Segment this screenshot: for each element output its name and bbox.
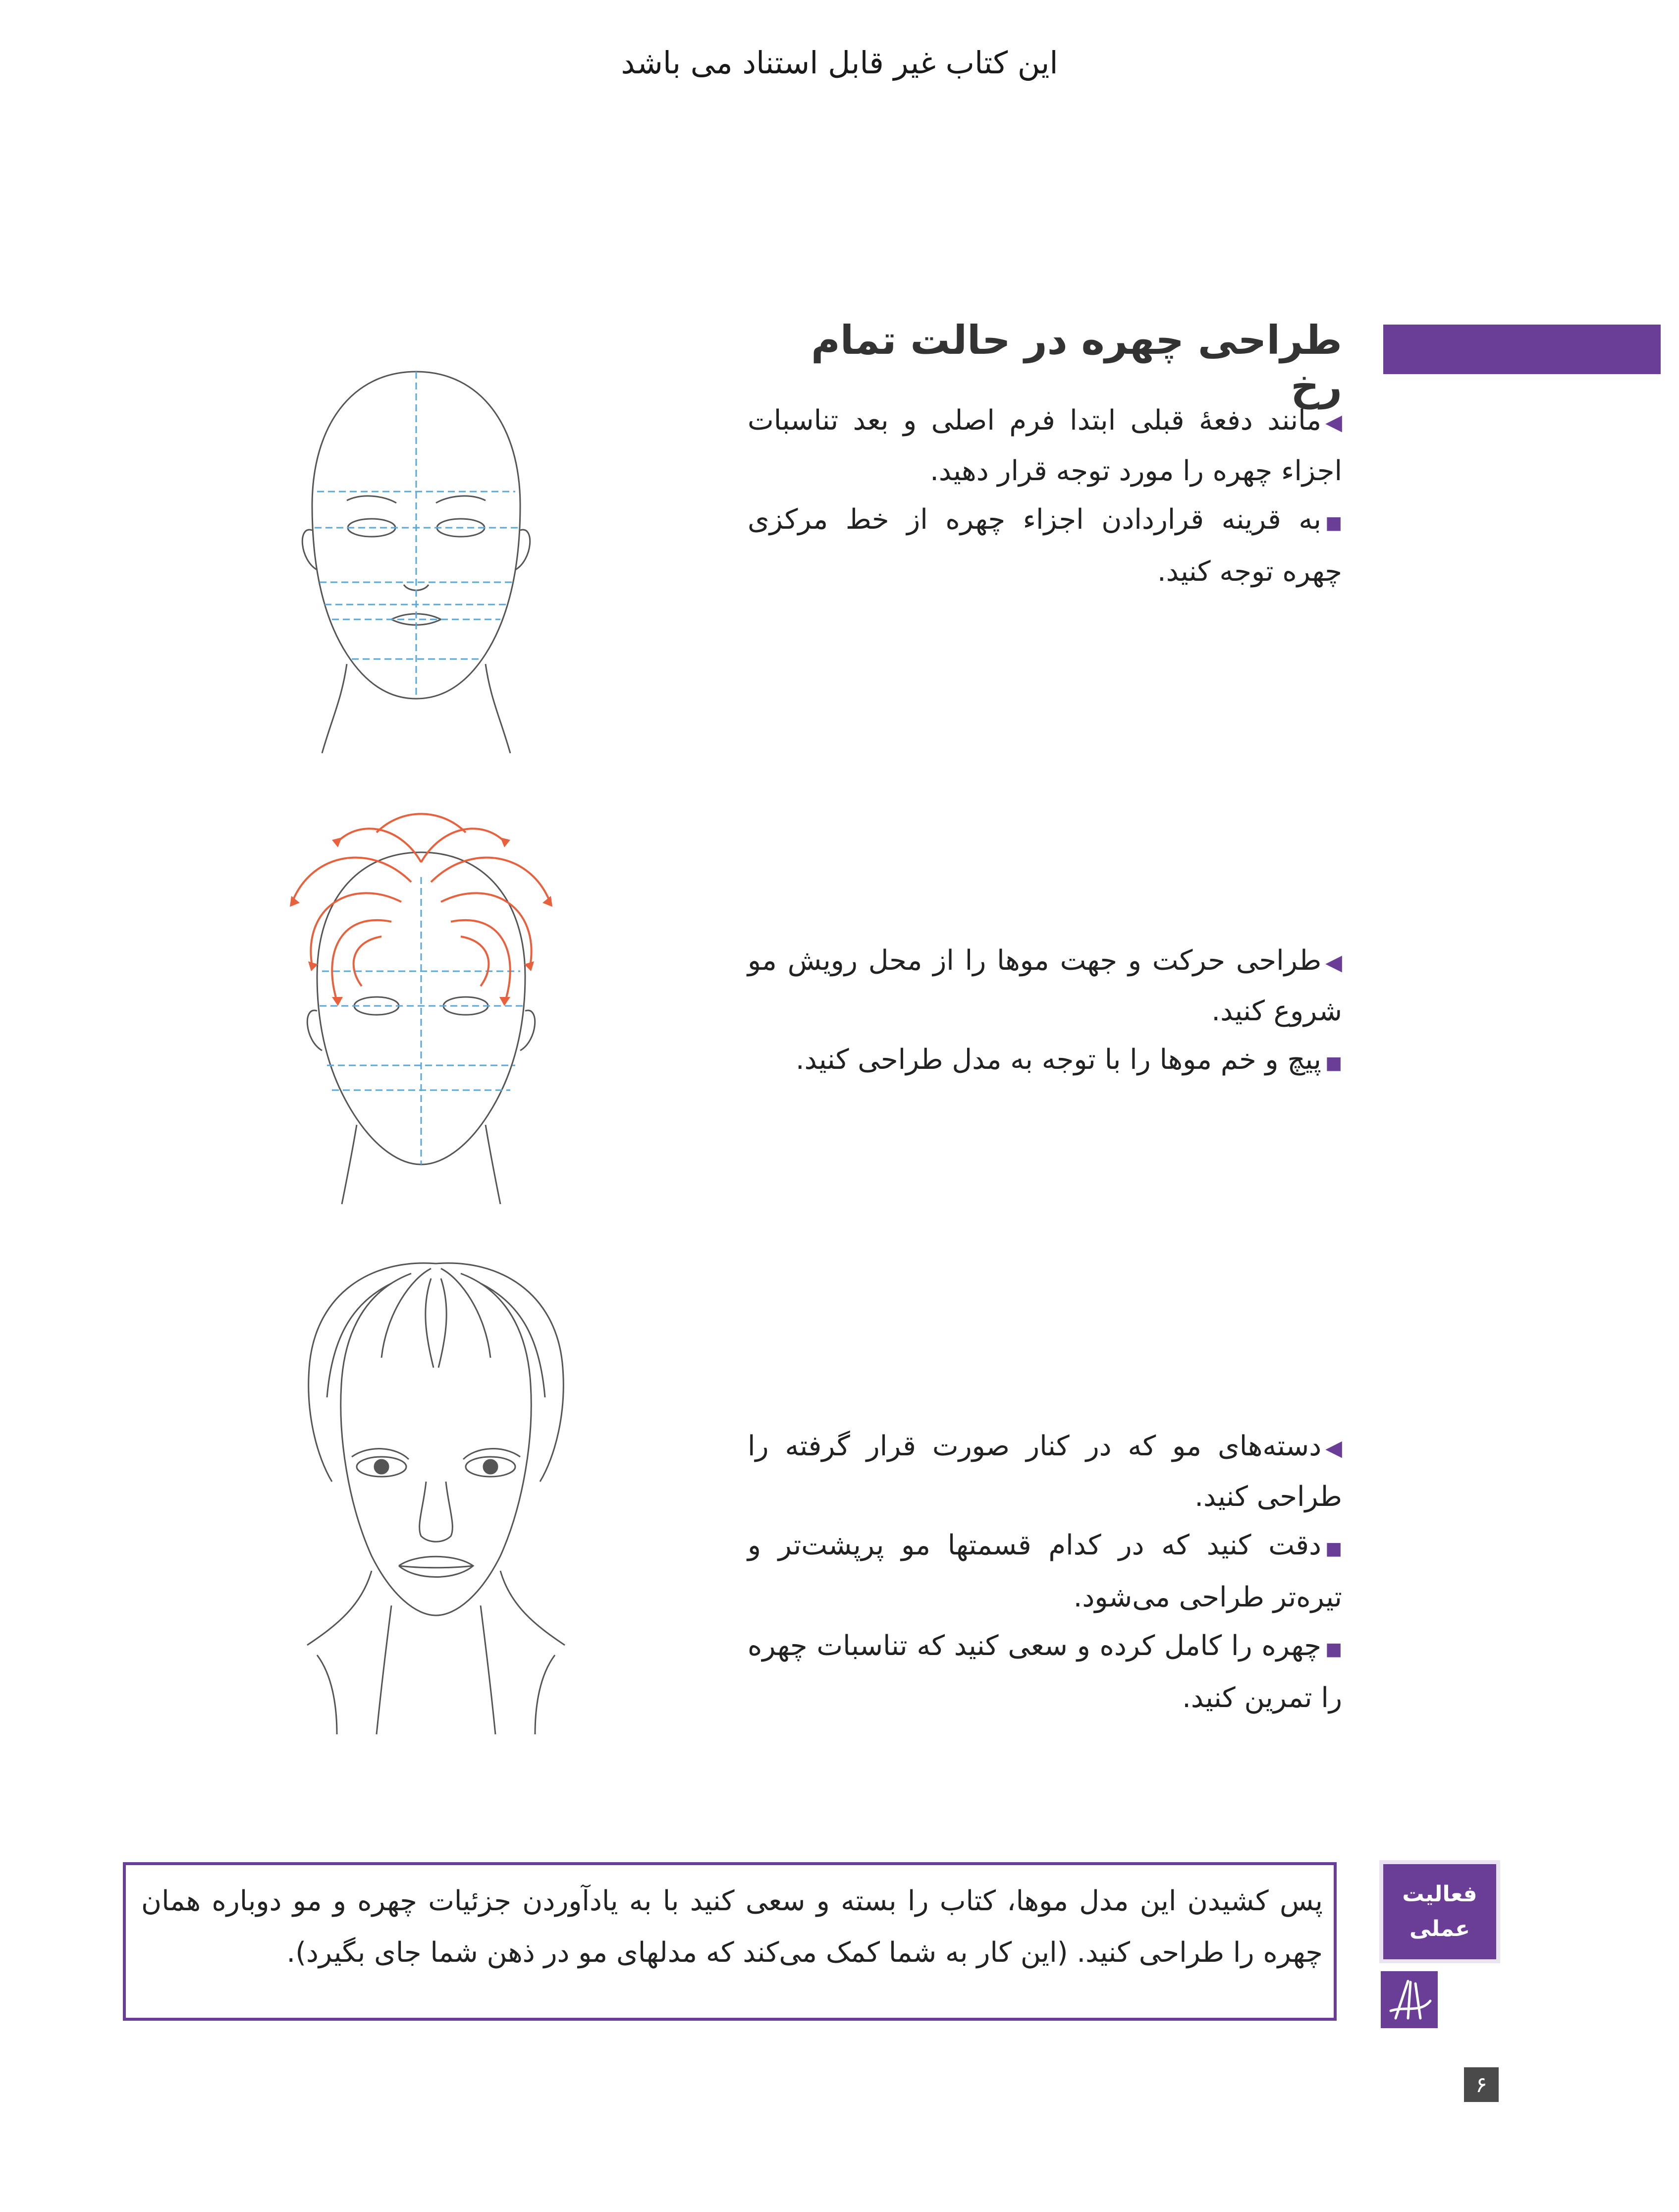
title-accent-bar [1383, 325, 1661, 374]
arrow-bullet-icon: ◀ [1325, 950, 1342, 975]
face-guidelines-figure [277, 362, 555, 758]
bullet-item [748, 496, 1342, 596]
bullet-text: مانند دفعهٔ قبلی ابتدا فرم اصلی و بعد تناسبات اجزاء چهره را مورد توجه قرار دهید. [748, 404, 1342, 487]
arrow-bullet-icon: ◀ [1325, 410, 1342, 435]
section-title: طراحی چهره در حالت تمام رخ [811, 317, 1342, 409]
activity-label-line2: عملی [1409, 1916, 1470, 1941]
square-bullet-icon: ■ [1325, 1053, 1342, 1073]
bullet-item [748, 1036, 1342, 1088]
square-bullet-icon: ■ [1325, 513, 1342, 533]
bullet-text: به قرینه قراردادن اجزاء چهره از خط مرکزی چهره توجه کنید. [748, 503, 1342, 588]
bullet-text: دسته‌های مو که در کنار صورت قرار گرفته را طراحی کنید. [748, 1430, 1342, 1513]
bullet-item [748, 396, 1342, 496]
square-bullet-icon: ■ [1325, 1539, 1342, 1559]
header-note: این کتاب غیر قابل استناد می باشد [621, 45, 1058, 81]
pencil-brush-tools-icon [1381, 1971, 1438, 2028]
finished-portrait-figure [263, 1249, 609, 1739]
hair-direction-figure [253, 788, 590, 1209]
activity-label [1383, 1864, 1496, 1959]
page-number: ۶ [1464, 2067, 1499, 2102]
square-bullet-icon: ■ [1325, 1639, 1342, 1659]
step-3-text [748, 1422, 1342, 1722]
bullet-text: طراحی حرکت و جهت موها را از محل رویش مو شروع کنید. [748, 944, 1342, 1027]
bullet-text: دقت کنید که در کدام قسمتها مو پرپشت‌تر و تیره‌تر طراحی می‌شود. [748, 1529, 1342, 1613]
step-2-text [748, 937, 1342, 1088]
bullet-item [748, 937, 1342, 1036]
activity-text: پس کشیدن این مدل موها، کتاب را بسته و سعی کنید با به یادآوردن جزئیات چهره و مو دوباره همان چهره را طراحی کنید. (این کار به شما کمک می‌کند که مدلهای مو در ذهن شما جای بگیرد). [141, 1885, 1323, 1969]
bullet-item [748, 1622, 1342, 1722]
bullet-item [748, 1521, 1342, 1622]
bullet-item [748, 1422, 1342, 1521]
bullet-text: چهره را کامل کرده و سعی کنید که تناسبات چهره را تمرین کنید. [748, 1630, 1342, 1714]
activity-label-line1: فعالیت [1402, 1881, 1477, 1907]
arrow-bullet-icon: ◀ [1325, 1436, 1342, 1461]
bullet-text: پیچ و خم موها را با توجه به مدل طراحی کنید. [795, 1044, 1321, 1076]
step-1-text [748, 396, 1342, 596]
